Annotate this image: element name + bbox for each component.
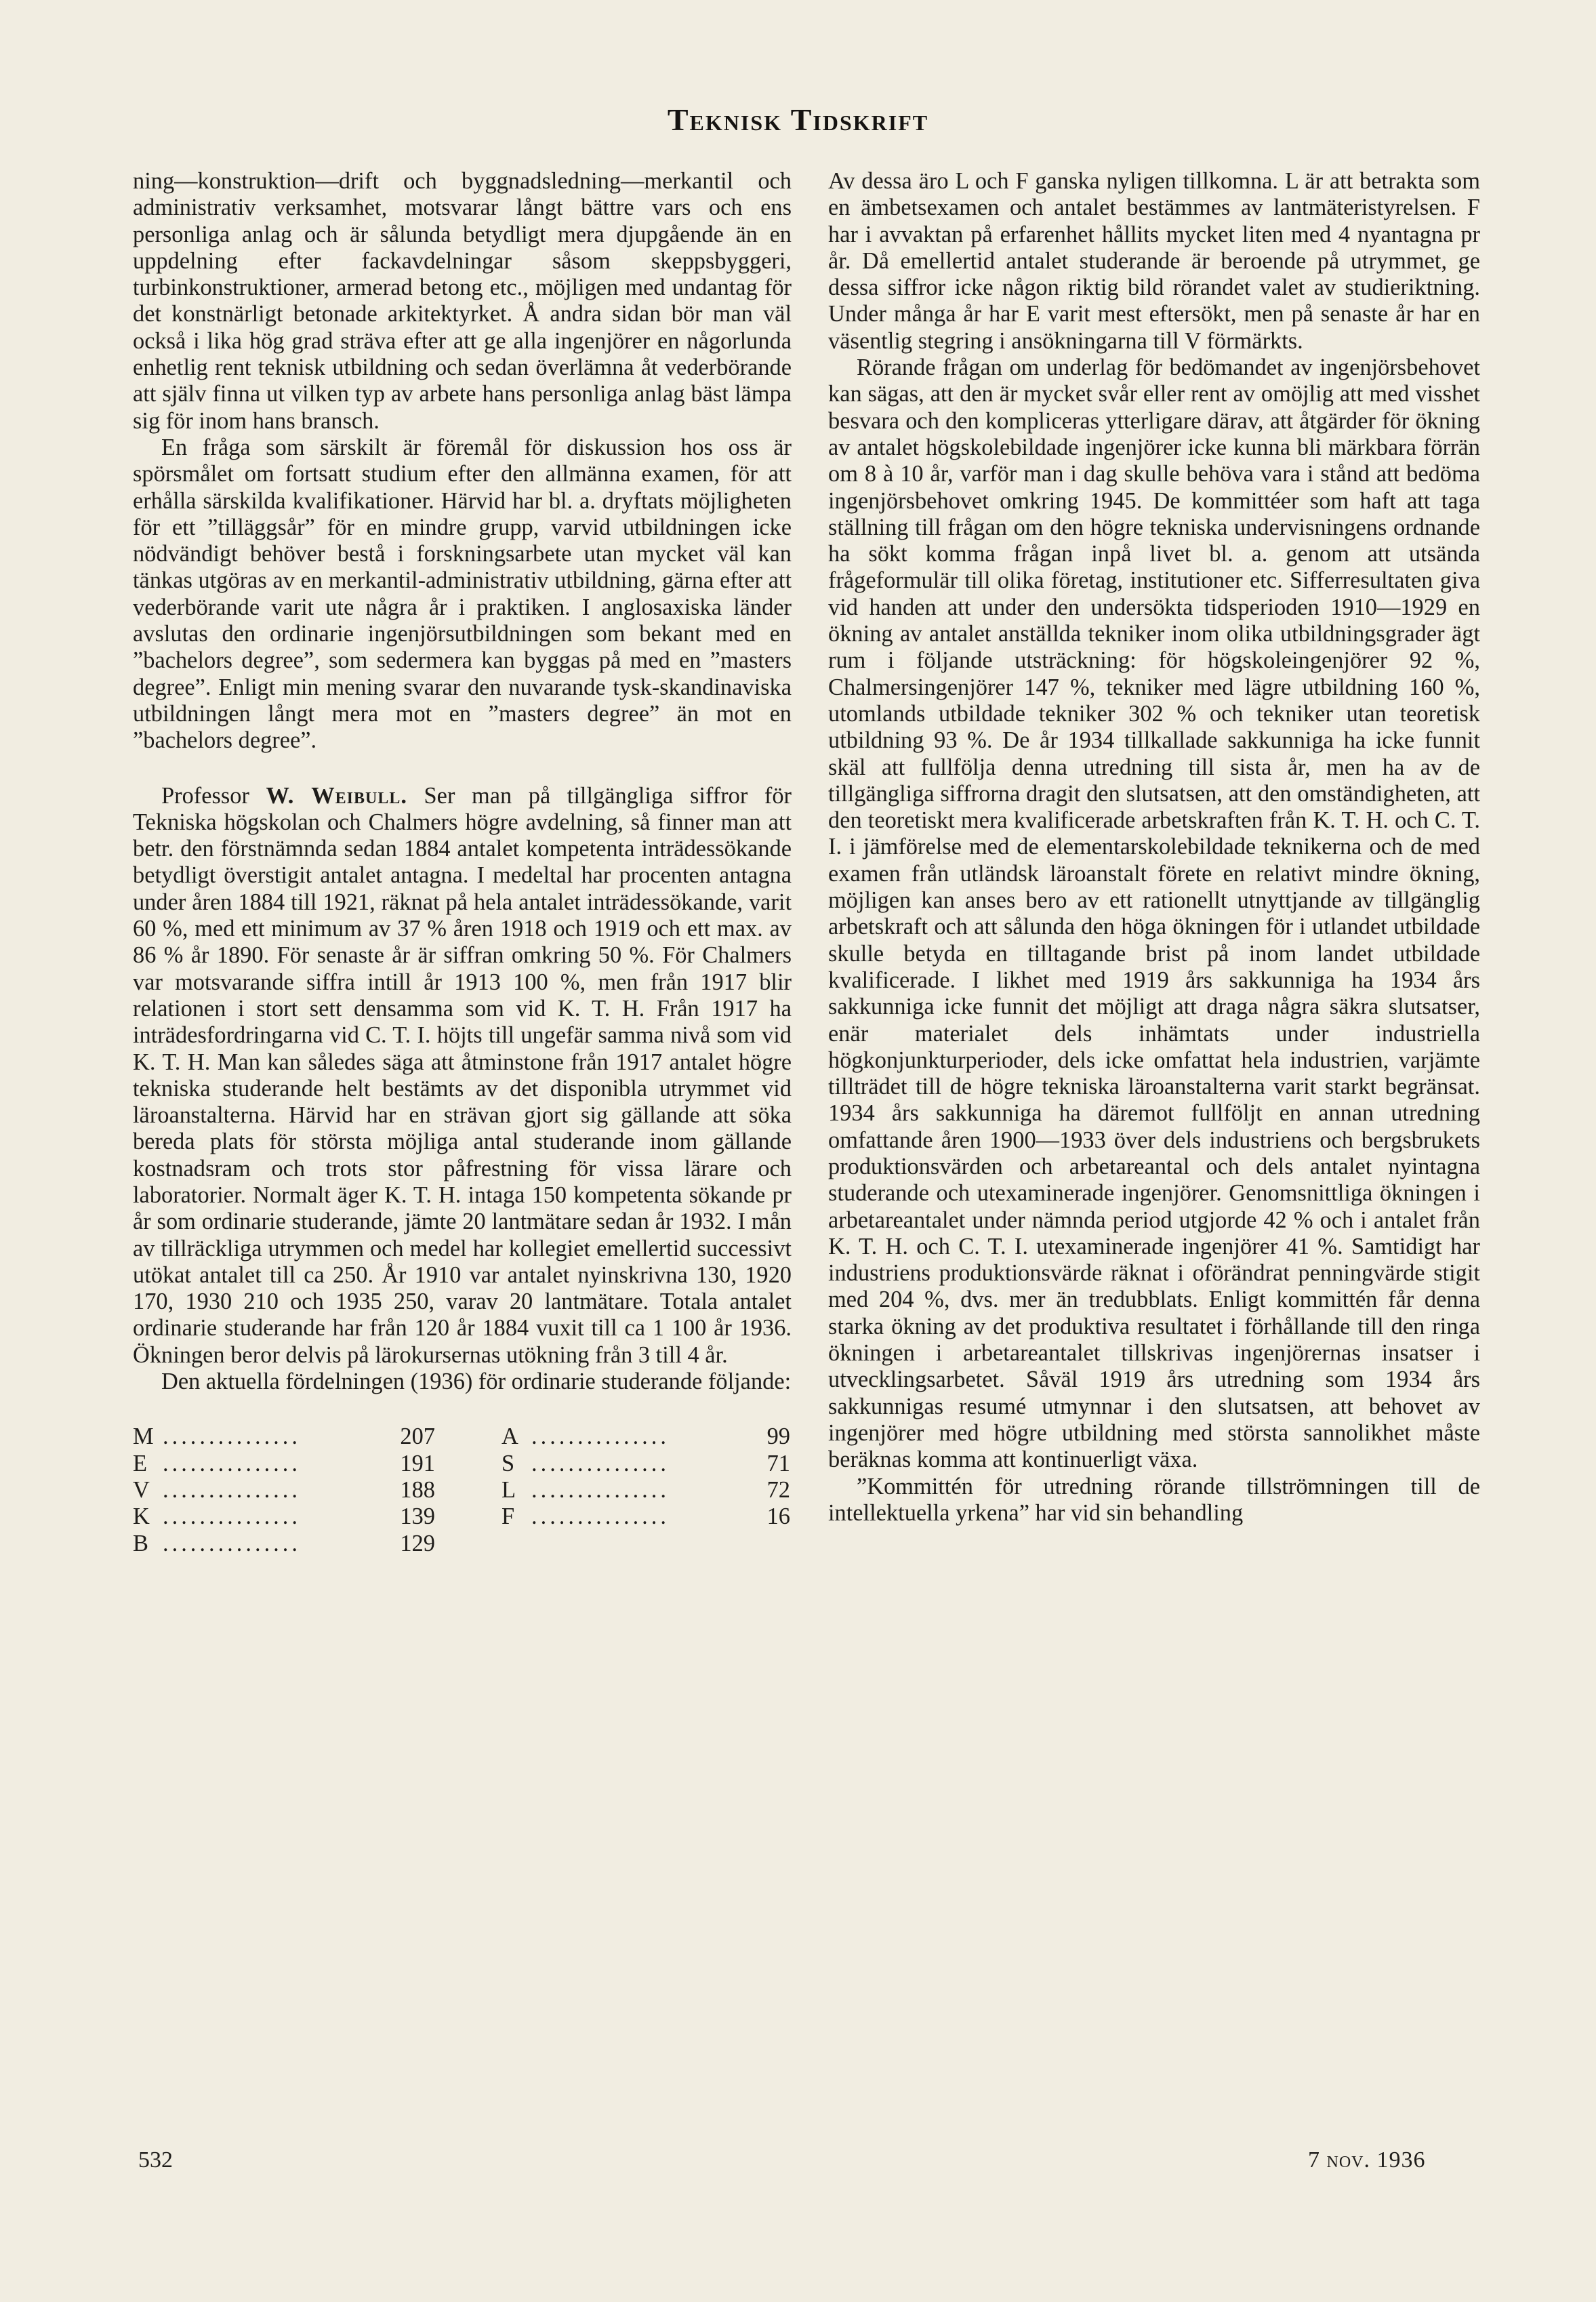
left-paragraph-1: ning—konstruktion—drift och byggnadsledning—merkantil och administrativ verksamhet, motsvarar långt bättre vars och ens personliga anlag och är sålunda betydligt mera djupgående än en uppdelning efter fackavdelningar såsom skeppsbyggeri, turbinkonstruktioner, armerad betong etc., möjligen med undantag för det konstnärligt betonade arkitektyrket. Å andra sidan bör man väl också i lika hög grad sträva efter att ge alla ingenjörer en någorlunda enhetlig rent teknisk utbildning och sedan överlämna åt vederbörande att själv finna ut vilken typ av arbete hans personliga anlag bäst lämpa sig för inom hans bransch. xyxy=(133,168,792,434)
distribution-letter: S xyxy=(502,1450,515,1476)
paragraph-spacer xyxy=(133,754,792,783)
distribution-leader-dots: ............... xyxy=(163,1450,301,1476)
distribution-letter: K xyxy=(133,1503,150,1530)
distribution-value: 99 xyxy=(766,1423,790,1450)
distribution-column-right xyxy=(462,1423,792,1556)
distribution-letter: A xyxy=(502,1423,518,1450)
speaker-title: Professor xyxy=(161,782,249,809)
speaker-name: W. Weibull. xyxy=(266,782,407,809)
right-paragraph-1: Av dessa äro L och F ganska nyligen tillkomna. L är att betrakta som en ämbetsexamen och antalet bestämmes av lantmäteristyrelsen. F har i avvaktan på erfarenhet hållits mycket liten med 4 nyantagna pr år. Då emellertid antalet studerande är beroende på utrymmet, ge dessa siffror icke någon riktig bild rörandet valet av studieriktning. Under många år har E varit mest eftersökt, men på senaste år har en väsentlig stegring i ansökningarna till V förmärkts. xyxy=(828,168,1480,354)
right-paragraph-2: Rörande frågan om underlag för bedömandet av ingenjörsbehovet kan sägas, att den är mycket svår eller rent av omöjlig att med visshet besvara och den kompliceras ytterligare därav, att åtgärder för ökning av antalet högskolebildade ingenjörer icke kunna bli märkbara förrän om 8 à 10 år, varför man i dag skulle behöva vara i stånd att bedöma ingenjörsbehovet omkring 1945. De kommittéer som haft att taga ställning till frågan om den högre tekniska undervisningens ordnande ha sökt komma frågan inpå livet bl. a. genom att utsända frågeformulär till olika företag, institutioner etc. Sifferresultaten giva vid handen att under den undersökta tidsperioden 1910—1929 en ökning av antalet anställda tekniker inom olika utbildningsgrader ägt rum i följande utsträckning: för högskoleingenjörer 92 %, Chalmersingenjörer 147 %, tekniker med lägre utbildning 160 %, utomlands utbildade tekniker 302 % och tekniker utan teoretisk utbildning 93 %. De år 1934 tillkallade sakkunniga ha icke funnit skäl att fullfölja denna utredning till sista år, men ha av de tillgängliga siffrorna dragit den slutsatsen, att den omständigheten, att den teoretiskt mera kvalificerade arbetskraften från K. T. H. och C. T. I. i jämförelse med de elementarskolebildade teknikerna och de med examen från utländsk läroanstalt förete en relativt mindre ökning, möjligen kan anses bero av ett rationellt utnyttjande av tillgänglig arbetskraft och att sålunda den höga ökningen för i utlandet utbildade skulle betyda en tilltagande brist på inom landet utbildade kvalificerade. I likhet med 1919 års sakkunniga ha 1934 års sakkunniga icke funnit det möjligt att draga några säkra slutsatser, enär materialet dels inhämtats under industriella högkonjunkturperioder, dels icke omfattat hela industrien, varjämte tillträdet till de högre tekniska läroanstalterna varit starkt begränsat. 1934 års sakkunniga ha däremot fullföljt en annan utredning omfattande åren 1900—1933 över dels industriens och bergsbrukets produktionsvärden och arbetareantal och dels antalet nyintagna studerande och utexaminerade ingenjörer. Genomsnittliga ökningen i arbetareantalet under nämnda period utgjorde 42 % och i antalet från K. T. H. och C. T. I. utexaminerade ingenjörer 41 %. Samtidigt har industriens produktionsvärde räknat i oförändrat penningvärde stigit med 204 %, dvs. mer än tredubblats. Enligt kommittén får denna starka ökning av det produktiva resultatet i förhållande till den ringa ökningen i arbetareantalet tillskrivas ingenjörernas insatser i utvecklingsarbetet. Såväl 1919 års utredning som 1934 års sakkunnigas resumé utmynnar i den slutsatsen, att behovet av ingenjörer med högre utbildning med största sannolikhet måste beräknas komma att kontinuerligt växa. xyxy=(828,355,1480,1473)
distribution-value: 71 xyxy=(766,1450,790,1476)
student-distribution-table xyxy=(133,1423,792,1556)
distribution-value: 207 xyxy=(400,1423,435,1450)
distribution-letter: L xyxy=(502,1476,516,1503)
speaker-statement: Ser man på tillgängliga siffror för Tekniska högskolan och Chalmers högre avdelning, så finner man att betr. den förstnämnda sedan 1884 antalet kompetenta inträdessökande betydligt överstigit antalet antagna. I medeltal har procenten antagna under åren 1884 till 1921, räknat på hela antalet inträdessökande, varit 60 %, med ett minimum av 37 % åren 1918 och 1919 och ett max. av 86 % år 1890. För senaste år är siffran omkring 50 %. För Chalmers var motsvarande siffra intill år 1913 100 %, men från 1917 blir relationen i stort sett densamma som vid K. T. H. Från 1917 ha inträdesfordringarna vid C. T. I. höjts till ungefär samma nivå som vid K. T. H. Man kan således säga att åtminstone från 1917 antalet högre tekniska studerande helt bestämts av det disponibla utrymmet vid läroanstalterna. Härvid har en strävan gjort sig gällande att söka bereda plats för största möjliga antal studerande inom gällande kostnadsram och trots stor påfrestning för vissa lärare och laboratorier. Normalt äger K. T. H. intaga 150 kompetenta sökande pr år som ordinarie studerande, jämte 20 lantmätare sedan år 1932. I mån av tillräckliga utrymmen och medel har kollegiet emellertid successivt utökat antalet till ca 250. År 1910 var antalet nyinskrivna 130, 1920 170, 1930 210 och 1935 250, varav 20 lantmätare. Totala antalet ordinarie studerande har från 120 år 1884 vuxit till ca 1 100 år 1936. Ökningen beror delvis på lärokursernas utökning från 3 till 4 år. xyxy=(133,782,792,1368)
distribution-value: 191 xyxy=(400,1450,435,1476)
distribution-row xyxy=(133,1451,462,1477)
distribution-value: 129 xyxy=(400,1530,435,1556)
distribution-letter: E xyxy=(133,1450,148,1476)
distribution-row xyxy=(133,1531,462,1557)
issue-date: 7 nov. 1936 xyxy=(1308,2147,1426,2173)
left-paragraph-2: En fråga som särskilt är föremål för diskussion hos oss är spörsmålet om fortsatt studium efter den allmänna examen, för att erhålla särskilda kvalifikationer. Härvid har bl. a. dryftats möjligheten för ett ”tilläggsår” för en mindre grupp, varvid utbildningen icke nödvändigt behöver bestå i forskningsarbete utan mycket väl kan tänkas utgöras av en merkantil-administrativ utbildning, gärna efter att vederbörande varit ute några år i praktiken. I anglosaxiska länder avslutas den ordinarie ingenjörsutbildningen som bekant med en ”bachelors degree”, som sedermera kan byggas på med en ”masters degree”. Enligt min mening svarar den nuvarande tysk-skandinaviska utbildningen långt mera mot en ”masters degree” än mot en ”bachelors degree”. xyxy=(133,434,792,754)
distribution-row xyxy=(133,1477,462,1503)
distribution-leader-dots: ............... xyxy=(163,1530,301,1556)
distribution-letter: B xyxy=(133,1530,148,1556)
page-number: 532 xyxy=(138,2147,173,2173)
distribution-leader-dots: ............... xyxy=(163,1503,301,1530)
distribution-column-left xyxy=(133,1423,462,1556)
distribution-row xyxy=(462,1423,792,1450)
distribution-value: 16 xyxy=(766,1503,790,1530)
left-paragraph-4: Den aktuella fördelningen (1936) för ordinarie studerande följande: xyxy=(161,1369,792,1395)
distribution-row xyxy=(462,1477,792,1503)
distribution-letter: F xyxy=(502,1503,515,1530)
left-column xyxy=(133,168,792,1557)
distribution-row xyxy=(462,1451,792,1477)
distribution-row xyxy=(462,1503,792,1530)
distribution-row xyxy=(133,1503,462,1530)
right-paragraph-3: ”Kommittén för utredning rörande tillströmningen till de intellektuella yrkena” har vid sin behandling xyxy=(828,1473,1480,1526)
distribution-leader-dots: ............... xyxy=(531,1450,670,1476)
distribution-leader-dots: ............... xyxy=(163,1476,301,1503)
journal-masthead: Teknisk Tidskrift xyxy=(667,102,929,137)
left-paragraph-3 xyxy=(133,783,792,1369)
distribution-letter: V xyxy=(133,1476,150,1503)
distribution-value: 139 xyxy=(400,1503,435,1530)
distribution-leader-dots: ............... xyxy=(531,1476,670,1503)
distribution-row xyxy=(133,1423,462,1450)
distribution-value: 72 xyxy=(766,1476,790,1503)
distribution-leader-dots: ............... xyxy=(531,1503,670,1530)
distribution-value: 188 xyxy=(400,1476,435,1503)
distribution-letter: M xyxy=(133,1423,154,1450)
distribution-leader-dots: ............... xyxy=(163,1423,301,1450)
right-column xyxy=(828,168,1480,1527)
distribution-leader-dots: ............... xyxy=(531,1423,670,1450)
